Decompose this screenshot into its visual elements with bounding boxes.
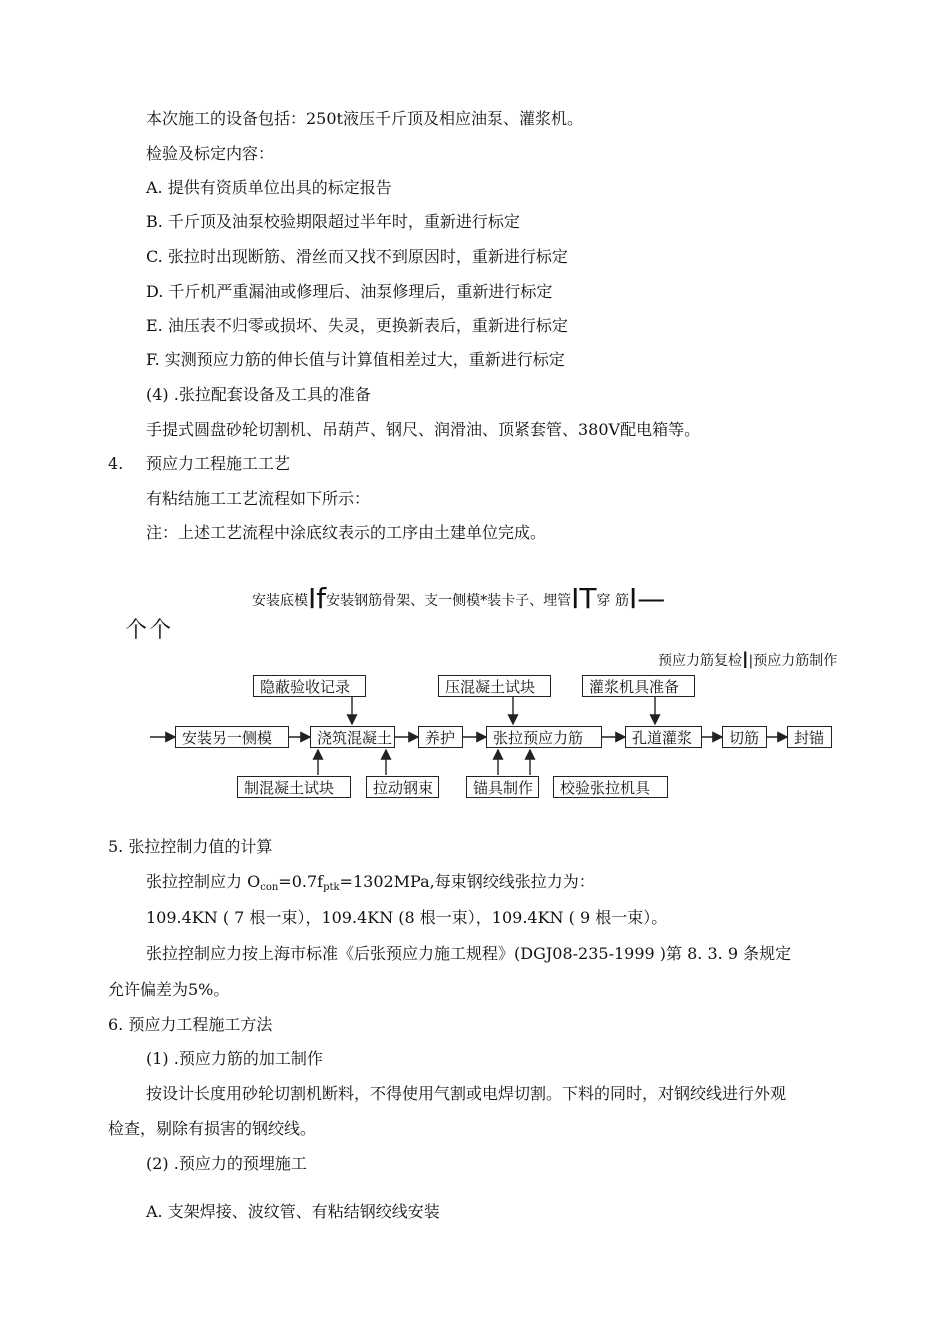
- standard-line: 张拉控制应力按上海市标准《后张预应力施工规程》(DGJ08-235-1999 )第 8. 3. 9 条规定: [146, 944, 792, 963]
- seq-glyph: IT: [571, 582, 597, 615]
- flow-arrows-text: 个个: [125, 618, 174, 643]
- flow-box-make-test-block: 制混凝土试块: [237, 776, 351, 798]
- seq-part: 预应力筋复检: [658, 653, 742, 669]
- formula-text: =1302MPa,每束钢绞线张拉力为：: [339, 872, 595, 891]
- flow-box-pour-concrete: 浇筑混凝土: [310, 726, 395, 748]
- seq-glyph: If: [308, 582, 327, 615]
- tools-list: 手提式圆盘砂轮切割机、吊葫芦、钢尺、润滑油、顶紧套管、380V配电箱等。: [146, 420, 701, 439]
- body-text: 按设计长度用砂轮切割机断料，不得使用气割或电焊切割。下料的同时，对钢绞线进行外观: [146, 1084, 787, 1103]
- seq-glyph: I—: [628, 582, 666, 615]
- calibration-item: E. 油压表不归零或损坏、失灵，更换新表后，重新进行标定: [146, 316, 568, 335]
- subsection-title: (2) .预应力的预埋施工: [146, 1154, 307, 1173]
- subsection-title: (4) .张拉配套设备及工具的准备: [146, 385, 371, 404]
- flow-box-cut-tendons: 切筋: [722, 726, 767, 748]
- formula-subscript: ptk: [323, 882, 340, 893]
- seq-part: 穿 筋: [596, 593, 629, 609]
- flow-box-concrete-test-press: 压混凝土试块: [438, 675, 551, 697]
- tension-force-line: 109.4KN ( 7 根一束），109.4KN (8 根一束），109.4KN ( 9 根一束）。: [146, 908, 668, 927]
- calibration-item: C. 张拉时出现断筋、滑丝而又找不到原因时，重新进行标定: [146, 247, 568, 266]
- calibration-title: 检验及标定内容：: [146, 144, 275, 163]
- seq-part: 安装钢筋骨架、支一侧模*装卡子、埋管: [326, 593, 572, 609]
- subsection-item: A. 支架焊接、波纹管、有粘结钢绞线安装: [146, 1202, 440, 1221]
- equipment-line: 本次施工的设备包括：250t液压千斤顶及相应油泵、灌浆机。: [146, 109, 583, 128]
- flow-intro: 有粘结施工工艺流程如下所示：: [146, 489, 371, 508]
- tension-stress-line: [146, 871, 595, 899]
- section-number: 4.: [108, 454, 124, 473]
- calibration-item: D. 千斤机严重漏油或修理后、油泵修理后，重新进行标定: [146, 282, 553, 301]
- formula-subscript: con: [260, 882, 279, 893]
- flow-box-seal-anchor: 封锚: [787, 726, 832, 748]
- section-title: 6. 预应力工程施工方法: [108, 1015, 273, 1034]
- tolerance-line: 允许偏差为5%。: [108, 980, 230, 999]
- flow-box-install-formwork: 安装另一侧模: [175, 726, 289, 748]
- flow-box-curing: 养护: [418, 726, 463, 748]
- subsection-title: (1) .预应力筋的加工制作: [146, 1049, 323, 1068]
- calibration-item: F. 实测预应力筋的伸长值与计算值相差过大，重新进行标定: [146, 350, 565, 369]
- section-title: 5. 张拉控制力值的计算: [108, 837, 273, 856]
- seq-glyph: I: [742, 649, 749, 674]
- flow-box-anchor-make: 锚具制作: [466, 776, 539, 798]
- calibration-item: A. 提供有资质单位出具的标定报告: [146, 178, 392, 197]
- calibration-item: B. 千斤顶及油泵校验期限超过半年时，重新进行标定: [146, 212, 520, 231]
- formula-text: =0.7f: [278, 872, 324, 891]
- formula-text: 张拉控制应力 O: [146, 872, 261, 891]
- body-text: 检查，剔除有损害的钢绞线。: [108, 1119, 317, 1138]
- section-title: 预应力工程施工工艺: [146, 454, 291, 473]
- seq-part: 安装底模: [252, 593, 308, 609]
- flow-box-calibrate-jacks: 校验张拉机具: [553, 776, 668, 798]
- flow-box-grout-tools: 灌浆机具准备: [582, 675, 695, 697]
- flow-note: 注：上述工艺流程中涂底纹表示的工序由土建单位完成。: [146, 523, 547, 542]
- seq-part: |预应力筋制作: [748, 653, 838, 669]
- flow-box-duct-grouting: 孔道灌浆: [625, 726, 702, 748]
- flow-box-tension-tendons: 张拉预应力筋: [486, 726, 602, 748]
- flow-box-hidden-inspection: 隐蔽验收记录: [253, 675, 366, 697]
- flow-box-pull-strand: 拉动钢束: [366, 776, 439, 798]
